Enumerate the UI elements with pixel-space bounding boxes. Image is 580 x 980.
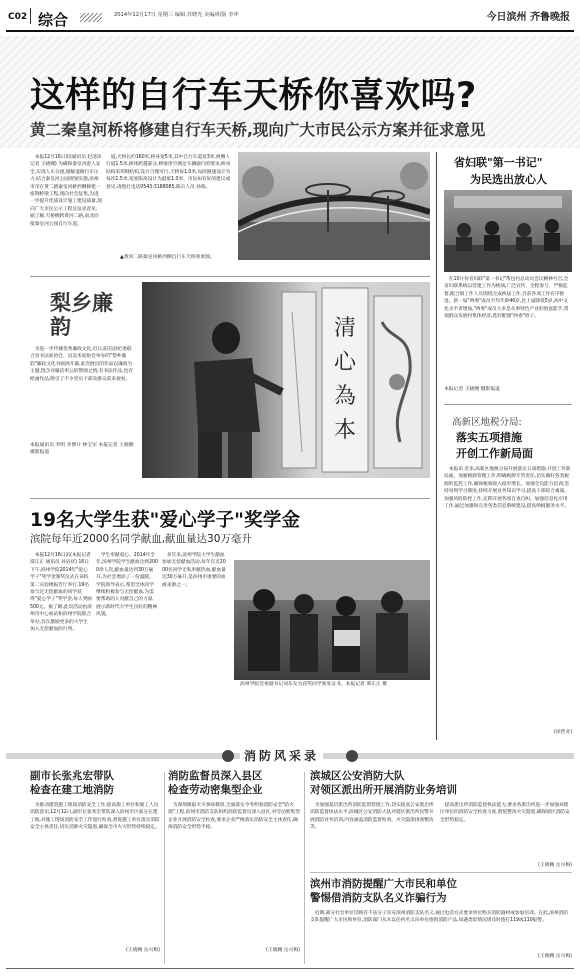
bridge-rendering-photo: [238, 152, 430, 260]
calligraphy-scroll-text: 清心為本: [333, 316, 356, 443]
fire-col-divider-1: [164, 772, 165, 964]
fire-col3-byline: (王晓翱 岳兴梅): [537, 863, 572, 868]
sidebar-gaoxin-byline: (徐营业): [553, 730, 572, 735]
fire-col2-body: [168, 802, 300, 942]
fire-col-divider-2: [304, 772, 305, 964]
students-body-col1-text: 本报12月16日讯(本报记者 谭正正 通讯员 孙岩祥) 16日下午,滨州学院2014年"爱心学子"奖学金颁奖仪式在该校第二实验楼报告厅举行,19名参与过无偿献血的同学获得"爱心学子"奖学金,每人奖励500元。据了解,此次活动由滨州市中心血站和滨州学院联合举办,旨在激励更多的大学生加入无偿献血的行列。: [30, 553, 92, 633]
students-body-col2-text: 学生奉献爱心。2014年全年,滨州学院学生献血达到2000余人次,献血量达到30万毫升,为社会增添了一份温暖。学院领导表示,希望全体同学继续积极参与无偿献血,为需要帮助的人贡献自己的力量,展示新时代大学生良好的精神风貌。: [96, 553, 158, 618]
fire-section-title: 消防风采录: [240, 747, 323, 764]
feature-liangxiang-byline: 本报通讯员 李明 李博开 林宝军 本报记者 王晓翱 摄影报道: [30, 443, 134, 455]
students-award-photo: [234, 560, 430, 680]
fire-col1-title-2: 检查在建工地消防: [30, 784, 114, 796]
bridge-illustration: [238, 152, 430, 260]
fire-col2-title-1: 消防监督员深入县区: [168, 770, 263, 782]
lead-headline: 这样的自行车天桥你喜欢吗?: [30, 76, 477, 116]
fire-col1-byline: (王晓翱 岳兴梅): [125, 948, 160, 953]
header-meta: 2014年12月17日 星期三 编辑 苏晓光 美编/组版 李冲: [114, 12, 239, 18]
fire-col1-title-1: 副市长张兆宏带队: [30, 770, 114, 782]
feature-liangxiang-body-text: 为进一步传播优秀廉政文化,近日,阳信县纪委联合县书法家协会、县美术家协会举办的"梨乡廉韵"廉政文化书画展开幕,此次展出的作品以廉政为主题,饱含对廉洁奉公的赞颂之情,有书法作品,也有绘画作品,吸引了不少党员干部及群众前来观看。: [30, 347, 133, 382]
students-illustration: [234, 560, 430, 680]
sidebar-top-body-text: 在10月份省妇联"第一书记"帮包村总动员会议精神号召,全省妇联系统以党建工作为统领,广泛宣传、全程参与、严格监督,配合镇工作人员围绕完成换届工作,目前各项工作有序推进。新一届"两委"成员平均年龄46岁,比上届降低5岁,高中文化水平者增加,"两委"成员大多是从事特色产业的致富能手,带领群众发展村集体经济,选好配强"两委"班子。: [444, 277, 569, 320]
sidebar-gaoxin-rule: [444, 404, 572, 405]
exhibition-illustration: [142, 282, 430, 478]
fire-col3-title-2: 对领区派出所开展消防业务培训: [310, 784, 457, 796]
sidebar-top-body: [444, 276, 572, 378]
fire-col2-body-text: 为深刻吸取火灾事故教训,全面落实今冬明春消防安全"防火墙"工程,滨州市消防支队组织消防监督员深入县区,对劳动密集型企业开展消防安全检查,要求企业严格落实消防安全主体责任,确保消防安全形势平稳。: [168, 803, 300, 831]
students-body-col2: [96, 552, 158, 738]
students-body-col3: [162, 552, 228, 738]
feature-liangxiang-body: [30, 346, 136, 438]
fire-col4-body-text: 提高派出所消防监督执法能力,要求各派出所进一步加强对辖区单位的消防安全检查力度,督促整改火灾隐患,确保辖区消防安全形势稳定。: [440, 803, 570, 823]
students-subtitle: 滨院每年近2000名同学献血,献血量达30万毫升: [30, 533, 252, 545]
fire-col1-body-text: 为推动建筑施工现场消防安全工作,提高施工单位和施工人员消防意识,12月12日,副市长张兆宏带队深入滨州市区部分在建工地,对施工现场消防安全工作进行检查,督促施工单位落实消防安全主体责任,切实消除火灾隐患,确保全市火灾形势持续稳定。: [30, 803, 160, 831]
section-mark-icon: [80, 13, 102, 22]
lead-subtitle: 黄二秦皇河桥将修建自行车天桥,现向广大市民公示方案并征求意见: [30, 121, 486, 139]
sidebar-top-kicker: 省妇联"第一书记": [454, 156, 543, 169]
students-body-col1: [30, 552, 92, 738]
sidebar-gaoxin-title-1: 落实五项措施: [456, 431, 522, 444]
fire-col5-title-1: 滨州市消防提醒广大市民和单位: [310, 878, 457, 890]
fire-col5-body: [310, 910, 572, 948]
sidebar-top-title: 为民选出放心人: [470, 173, 547, 186]
students-top-rule: [30, 498, 430, 499]
header-rule: [6, 30, 574, 32]
lead-body-col2: [106, 154, 232, 254]
fire-col5-title-2: 警惕借消防支队名义诈骗行为: [310, 892, 447, 904]
fire-col4-body: [440, 802, 572, 858]
sidebar-gaoxin-body: [444, 466, 572, 722]
fire-col2-title-2: 检查劳动密集型企业: [168, 784, 263, 796]
students-body-col3-text: 多年来,滨州学院大学生献血参加无偿献血活动,每年有近2000名同学无私奉献热血,献血量达30万毫升,是滨州市重要的血液来源之一。: [162, 553, 226, 588]
page-code-divider: [30, 8, 31, 24]
lead-body-col1: [30, 154, 102, 254]
fire-col3-title-1: 滨城区公安消防大队: [310, 770, 405, 782]
header-bar: [0, 0, 580, 30]
bridge-photo-caption: ▲黄河二路秦皇河桥西侧自行车天桥效果图。: [120, 255, 215, 260]
fire-col5-rule: [310, 872, 572, 873]
feature-liangxiang-title: 梨乡廉韵: [50, 290, 113, 339]
right-column-divider: [436, 152, 437, 740]
sidebar-gaoxin-title-2: 开创工作新局面: [456, 447, 533, 460]
meeting-illustration: [444, 190, 572, 272]
students-photo-caption: 滨州学院党委副书记刘东女为获奖同学颁发证书。本报记者 谭正正 摄: [240, 682, 387, 687]
lead-body-col2-text: 道,天桥长约160米,桥身宽5米,其中自行车道宽3米,两侧人行道1.5米,桥体跨越部分,桥梁净空满足车辆通行的要求,桥身结构采用钢结构,设计合理可行,天桥每1.0米,每段限速设计为每次1.5米,宽度限高设计为最低1.0米。市民如有好的建议或意见,请拨打电话0543-3188085,陈宗人员 孙瑞。: [106, 155, 231, 190]
students-headline: 19名大学生获"爱心学子"奖学金: [30, 510, 301, 531]
page-code: C02: [8, 12, 28, 22]
fire-col3-body: [310, 802, 436, 858]
lead-body-col1-text: 本报12月16日讯(通讯员 赵清泽 记者 王晓翱) 为确保秦皇河游人安全,实现人车分流,缓解道路行车压力,结合秦皇河公园规划实施,滨州市市在黄二路秦皇河桥西侧修建一座钢桥梁工程,现向社会征集,为进一步提升优质设计施工建设质量,现向广大市民公示工程及征求意见。据了解,天桥横跨黄河二路,南北向接秦皇河公园自行车道。: [30, 155, 102, 227]
fire-col3-body-text: 为加强基层派出所消防监督管理工作,切实提高公安派出所消防监督执法水平,滨城区公安消防大队对辖区派出所民警开展消防业务培训,内容涵盖消防监督检查、火灾隐患排查整改等。: [310, 803, 434, 831]
fire-col5-body-text: 近期,部分社会单位反映有不法分子冒充滨州消防支队名义,通过电话方式要求单位购买消防器材或参加培训。在此,滨州消防支队提醒广大市民和单位,消防部门从未以任何名义向单位推销消防产品,如遇类似情况请及时拨打119或110报警。: [310, 911, 569, 924]
feature-top-rule: [30, 276, 430, 277]
sidebar-gaoxin-kicker: 高新区地税分局:: [452, 417, 522, 428]
fire-col1-body: [30, 802, 160, 942]
exhibition-photo: [142, 282, 430, 478]
paper-brand: 今日滨州 齐鲁晚报: [486, 12, 570, 23]
sidebar-top-byline: 本报记者 王晓翱 摄影报道: [444, 387, 500, 392]
fire-col5-byline: (王晓翱 岳兴梅): [537, 954, 572, 959]
page-bottom-rule: [6, 968, 574, 969]
sidebar-meeting-photo: [444, 190, 572, 272]
section-tab: 综合: [38, 11, 69, 29]
fire-col2-byline: (王晓翱 岳兴梅): [265, 948, 300, 953]
sidebar-gaoxin-body-text: 本报讯 近来,高新区地税分局开展落实五项措施,开创工作新局面。加强税源管理工作,明确税源专管责任,切实做好各类税源的监控工作,确保税收收入稳步增长。加强全员能力培训,坚持每周学习制度,持续开展业务知识学习,提高干部综合素质。加强风险防控工作,定期开展各项自查自纠。加强信息化应用工作,通过加强和完善各类信息系统建设,提高纳税服务水平。: [444, 467, 571, 510]
